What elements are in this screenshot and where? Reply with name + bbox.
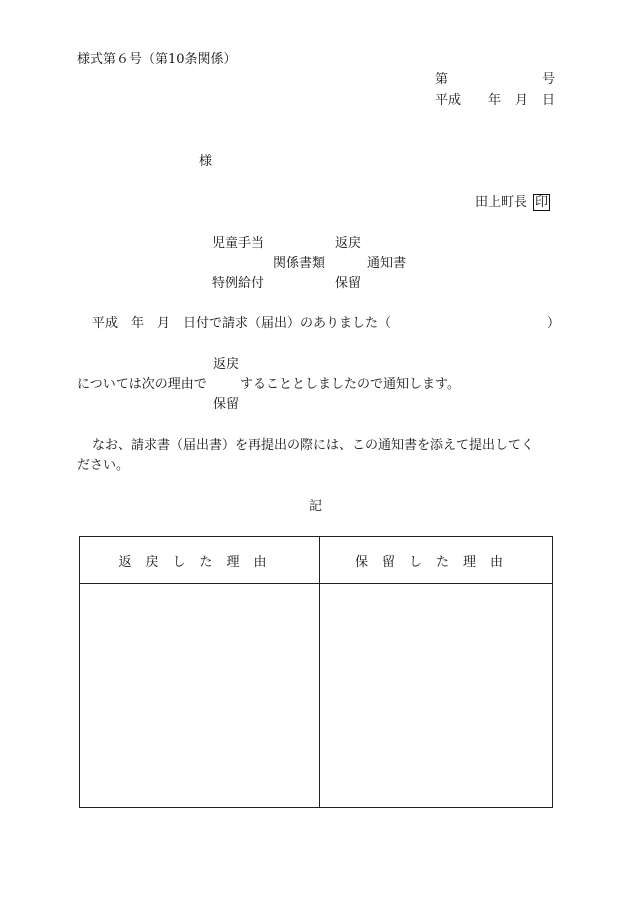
option-return: 返戻 <box>213 357 240 372</box>
held-reason-cell[interactable] <box>320 584 553 808</box>
doc-number-suffix: 号 <box>542 72 556 87</box>
paragraph-2-left: については次の理由で <box>77 377 207 392</box>
addressee-suffix: 様 <box>199 154 213 169</box>
date-day: 日 <box>542 93 556 108</box>
held-reason-header: 保留した理由 <box>320 537 553 584</box>
paragraph-3-line1: なお、請求書（届出書）を再提出の際には、この通知書を添えて提出してく <box>92 438 535 453</box>
subject-action1: 返戻 <box>335 236 362 251</box>
ki-heading: 記 <box>309 499 323 514</box>
form-number: 様式第６号（第10条関係） <box>77 52 237 67</box>
subject-item1: 児童手当 <box>212 236 265 251</box>
returned-reason-cell[interactable] <box>80 584 320 808</box>
paragraph-1-close: ） <box>547 316 561 331</box>
paragraph-3-line2: ださい。 <box>77 458 130 473</box>
issuer <box>475 194 550 211</box>
subject-docs: 関係書類 <box>273 256 326 271</box>
issuer-title: 田上町長 <box>475 195 528 210</box>
subject-item2: 特例給付 <box>212 276 265 291</box>
paragraph-2-right: することとしましたので通知します。 <box>240 377 460 392</box>
date-month: 月 <box>515 93 529 108</box>
table-body-row <box>80 584 553 808</box>
doc-number-prefix: 第 <box>435 72 449 87</box>
subject-action2: 保留 <box>335 276 362 291</box>
option-hold: 保留 <box>213 397 240 412</box>
date-year: 年 <box>488 93 502 108</box>
reasons-table <box>79 536 553 808</box>
returned-reason-header: 返戻した理由 <box>80 537 320 584</box>
date-era: 平成 <box>435 93 462 108</box>
paragraph-1: 平成 年 月 日付で請求（届出）のありました（ <box>92 316 392 331</box>
seal-mark: 印 <box>535 195 549 210</box>
subject-notice: 通知書 <box>367 256 407 271</box>
table-header-row <box>80 537 553 584</box>
